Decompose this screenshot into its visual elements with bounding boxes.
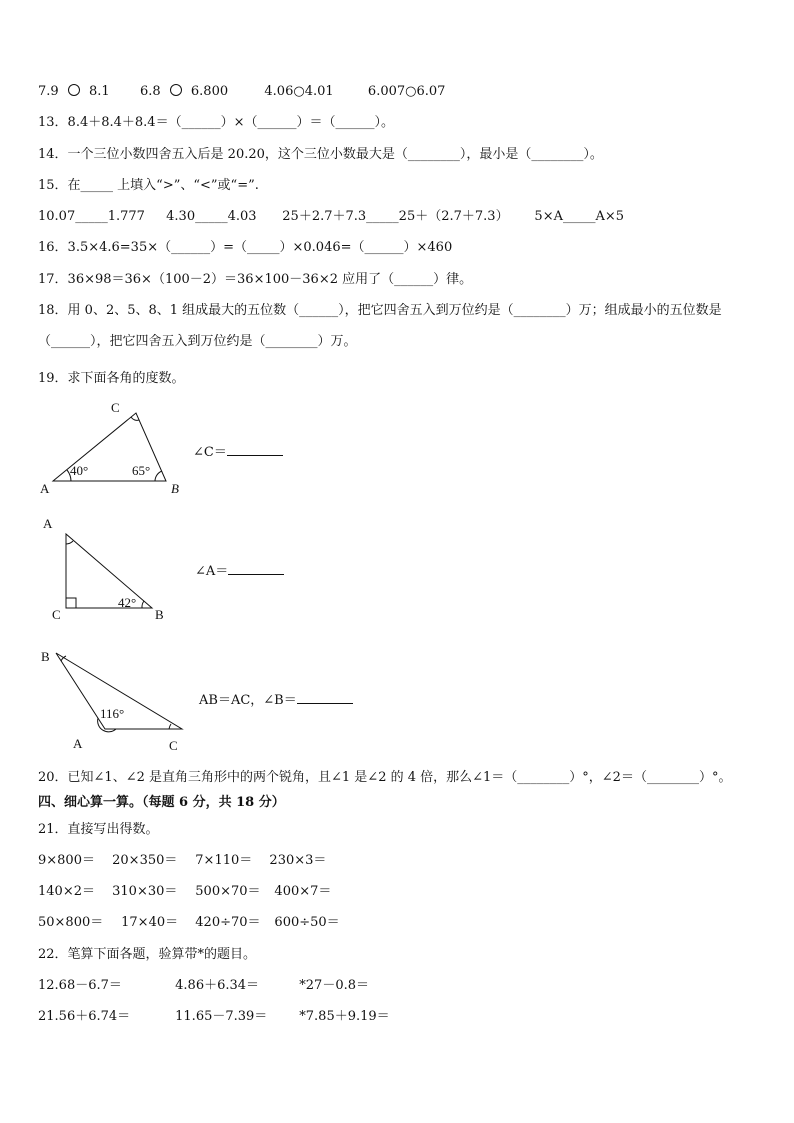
vertex-label-a: A (40, 481, 50, 496)
q12-b-left: 6.8 (139, 84, 161, 99)
vertex-label-c: C (169, 738, 178, 753)
calc-item: 500×70＝ (195, 884, 261, 899)
q21-row (38, 852, 326, 870)
q12-compare-line (38, 83, 445, 101)
q19-title: 19．求下面各角的度数。 (38, 371, 185, 386)
section-4-heading: 四、细心算一算。（每题 6 分，共 18 分） (38, 795, 285, 810)
triangle-3-figure (38, 645, 218, 755)
q17: 17．36×98＝36×（100－2）＝36×100－36×2 应用了（______）律。 (38, 272, 473, 287)
calc-item: 310×30＝ (112, 884, 178, 899)
q20: 20．已知∠1、∠2 是直角三角形中的两个锐角，且∠1 是∠2 的 4 倍，那么∠1＝（________）°，∠2＝（________）°。 (38, 770, 732, 785)
vertex-label-c: C (111, 400, 120, 415)
triangle-3-question (199, 691, 353, 710)
calc-item: 230×3＝ (269, 853, 327, 868)
calc-item: 50×800＝ (38, 915, 104, 930)
q22-title: 22．笔算下面各题，验算带*的题目。 (38, 947, 257, 962)
question-text: AB＝AC，∠B＝ (199, 693, 297, 708)
q22-row (38, 1008, 390, 1026)
calc-item: 140×2＝ (38, 884, 95, 899)
q12-b-right: 6.800 (190, 84, 229, 99)
angle-label: 40° (70, 463, 89, 478)
q18-line1: 18．用 0、2、5、8、1 组成最大的五位数（______），把它四舍五入到万位约是（________）万；组成最小的五位数是 (38, 303, 722, 318)
vertex-label-b: B (171, 481, 179, 496)
calc-item: 400×7＝ (274, 884, 332, 899)
calc-item: 7×110＝ (195, 853, 253, 868)
calc-item: 11.65－7.39＝ (175, 1009, 268, 1024)
calc-item: 9×800＝ (38, 853, 95, 868)
q12-d: 6.007○6.07 (367, 84, 446, 99)
q18-line2: （______），把它四舍五入到万位约是（________）万。 (38, 334, 357, 349)
vertex-label-a: A (73, 736, 83, 751)
q12-a-left: 7.9 (38, 84, 59, 99)
compare-circle[interactable] (68, 84, 80, 96)
q15-item: 25＋2.7＋7.3_____25＋（2.7＋7.3） (282, 209, 509, 224)
triangle-2-question (195, 562, 284, 581)
vertex-label-b: B (41, 649, 50, 664)
triangle-2-figure (38, 514, 188, 624)
q22-row (38, 977, 369, 995)
q13: 13．8.4＋8.4＋8.4＝（______）×（______）＝（______）。 (38, 115, 394, 130)
q21-row (38, 914, 340, 932)
triangle-1-question (193, 443, 283, 462)
vertex-label-a: A (43, 516, 53, 531)
angle-label: 42° (118, 595, 137, 610)
calc-item: *7.85＋9.19＝ (299, 1009, 390, 1024)
q12-a-right: 8.1 (88, 84, 110, 99)
q12-c: 4.06○4.01 (264, 84, 334, 99)
vertex-label-b: B (155, 607, 164, 622)
angle-label: 65° (132, 463, 151, 478)
calc-item: 12.68－6.7＝ (38, 978, 122, 993)
q15-items (38, 208, 624, 226)
answer-blank[interactable] (297, 691, 353, 704)
angle-label: 116° (100, 706, 125, 721)
q14: 14．一个三位小数四舍五入后是 20.20，这个三位小数最大是（________），最小是（________）。 (38, 147, 603, 162)
q15-item: 5×A_____A×5 (534, 209, 625, 224)
answer-blank[interactable] (228, 562, 284, 575)
calc-item: 420÷70＝ (195, 915, 261, 930)
q15-item: 4.30_____4.03 (166, 209, 257, 224)
calc-item: 4.86＋6.34＝ (175, 978, 260, 993)
calc-item: 20×350＝ (112, 853, 178, 868)
calc-item: 600÷50＝ (274, 915, 340, 930)
answer-blank[interactable] (227, 443, 283, 456)
calc-item: 21.56＋6.74＝ (38, 1009, 131, 1024)
question-text: ∠A＝ (195, 564, 229, 579)
vertex-label-c: C (52, 607, 61, 622)
q21-title: 21．直接写出得数。 (38, 822, 159, 837)
q15-title: 15．在_____ 上填入“>”、“<”或“=”. (38, 178, 259, 193)
calc-item: *27－0.8＝ (299, 978, 369, 993)
q15-item: 10.07_____1.777 (38, 209, 145, 224)
calc-item: 17×40＝ (121, 915, 179, 930)
triangle-1-figure (38, 395, 218, 495)
q16: 16．3.5×4.6=35×（______）=（_____）×0.046=（______）×460 (38, 240, 453, 255)
compare-circle[interactable] (170, 84, 182, 96)
q21-row (38, 883, 331, 901)
question-text: ∠C＝ (193, 445, 227, 460)
